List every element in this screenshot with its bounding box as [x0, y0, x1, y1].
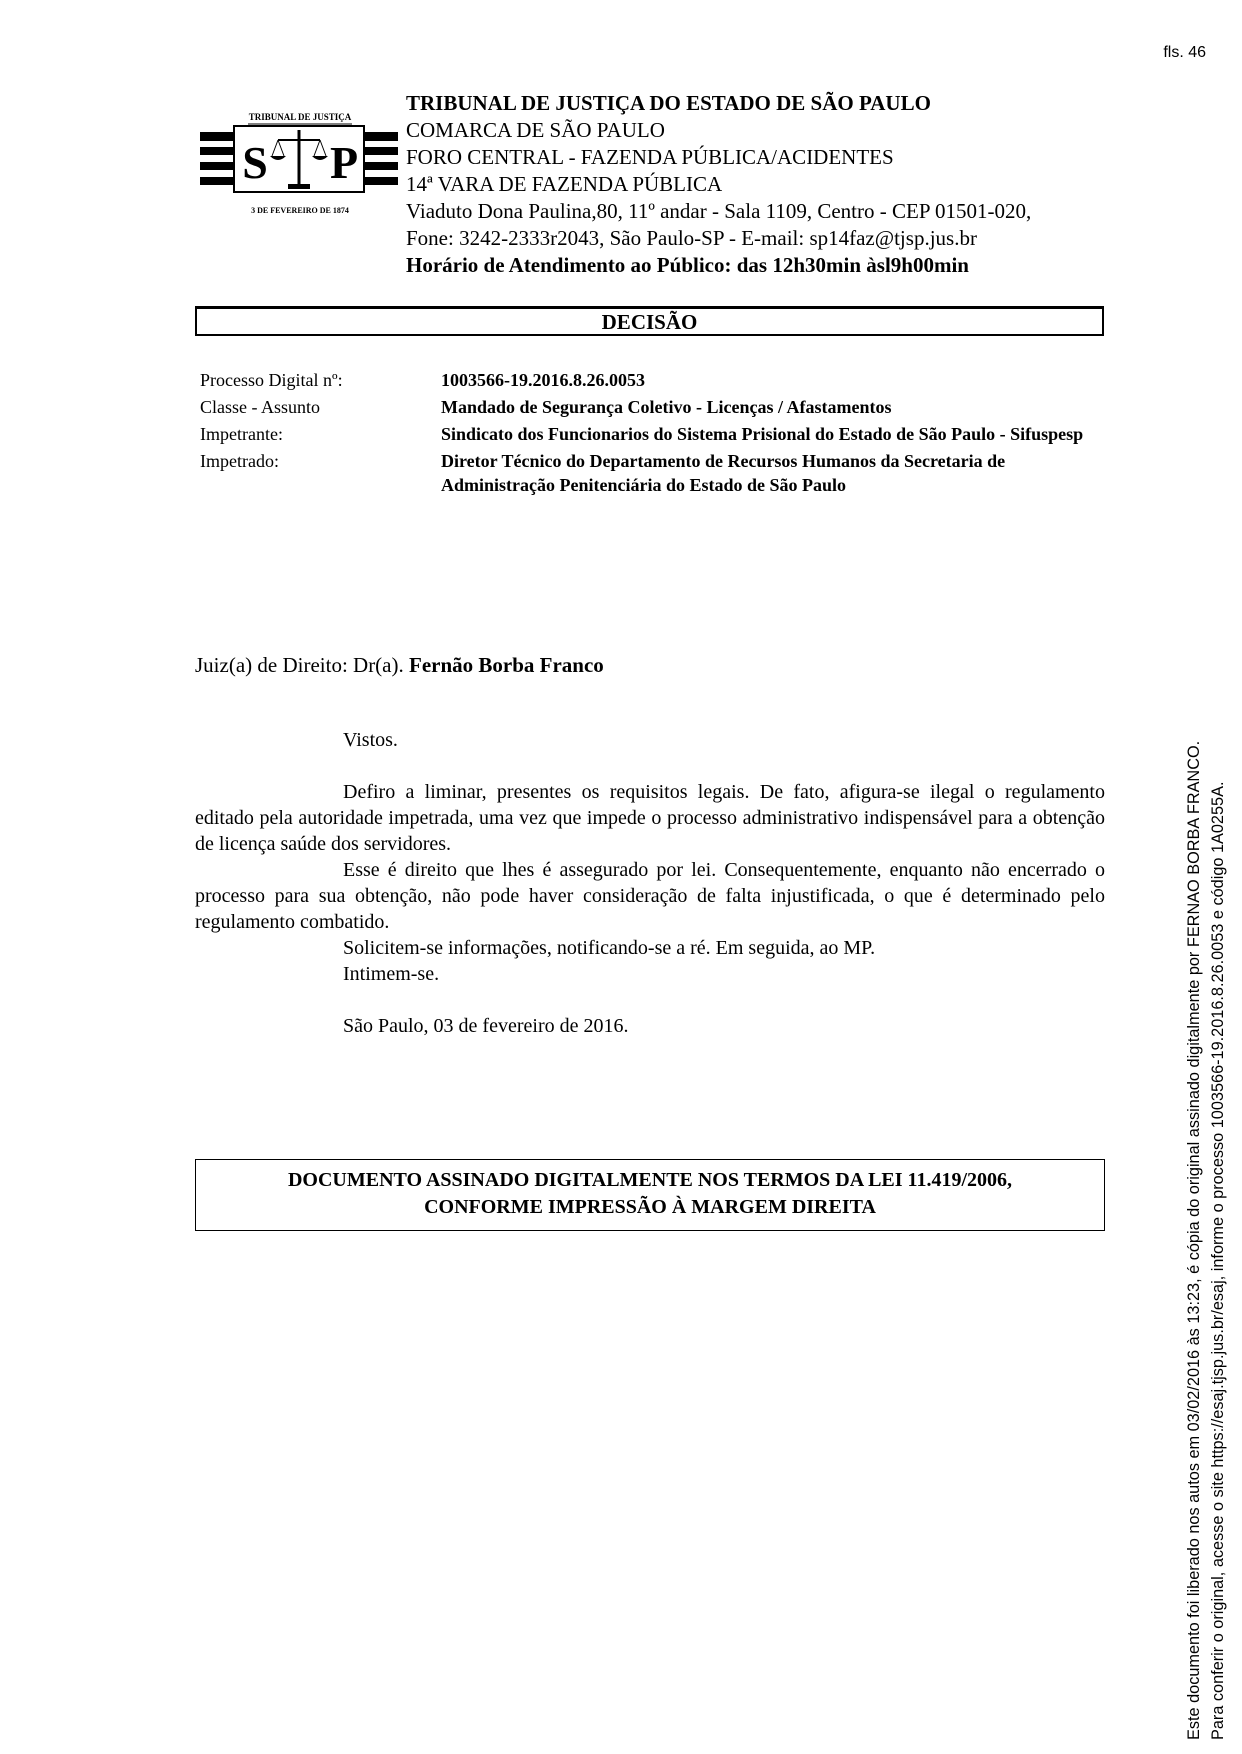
foro: FORO CENTRAL - FAZENDA PÚBLICA/ACIDENTES [406, 145, 894, 169]
signature-notice-line2: CONFORME IMPRESSÃO À MARGEM DIREITA [424, 1196, 876, 1218]
tjsp-seal-icon [200, 76, 398, 220]
decision-body [195, 727, 1105, 1039]
court-contact: Fone: 3242-2333r2043, São Paulo-SP - E-mail: sp14faz@tjsp.jus.br [406, 226, 977, 250]
margin-line-1: Este documento foi liberado nos autos em 03/02/2016 às 13:23, é cópia do original assinado digitalmente por FERNAO BORBA FRANCO. [1185, 740, 1203, 1740]
paragraph-1: Defiro a liminar, presentes os requisitos legais. De fato, afigura-se ilegal o regulamento editado pela autoridade impetrada, uma vez que impede o processo administrativo indispensável para a obtenção de licença saúde dos servidores. [195, 781, 1105, 855]
page-number: fls. 46 [1163, 44, 1206, 61]
signature-notice [195, 1159, 1105, 1231]
court-address: Viaduto Dona Paulina,80, 11º andar - Sala 1109, Centro - CEP 01501-020, [406, 199, 1032, 223]
judge-name: Fernão Borba Franco [409, 653, 604, 677]
case-info-row [200, 368, 1120, 392]
judge-line [195, 653, 604, 678]
logo-letter-right: P [329, 137, 359, 188]
paragraph-2: Esse é direito que lhes é assegurado por lei. Consequentemente, enquanto não encerrado o processo para sua obtenção, não pode haver consideração de falta injustificada, o que é determinado pelo regulamento combatido. [195, 859, 1105, 933]
case-info-row [200, 422, 1120, 446]
comarca: COMARCA DE SÃO PAULO [406, 118, 665, 142]
office-hours: Horário de Atendimento ao Público: das 12h30min àsl9h00min [406, 253, 969, 277]
place-date: São Paulo, 03 de fevereiro de 2016. [343, 1015, 629, 1037]
impetrado: Diretor Técnico do Departamento de Recursos Humanos da Secretaria de Administração Penitenciária do Estado de São Paulo [441, 451, 1006, 495]
case-info-label: Processo Digital nº: [200, 370, 343, 390]
case-info-row [200, 395, 1120, 419]
case-info-row [200, 449, 1120, 497]
signature-notice-line1: DOCUMENTO ASSINADO DIGITALMENTE NOS TERMOS DA LEI 11.419/2006, [287, 1169, 1013, 1191]
case-info-label: Impetrado: [200, 451, 279, 471]
greeting: Vistos. [343, 729, 398, 751]
case-info-label: Impetrante: [200, 424, 283, 444]
document-title: DECISÃO [195, 306, 1104, 336]
logo-top-text: TRIBUNAL DE JUSTIÇA [248, 112, 352, 122]
paragraph-4: Intimem-se. [343, 963, 440, 985]
judge-prefix: Juiz(a) de Direito: Dr(a). [195, 653, 404, 677]
impetrante: Sindicato dos Funcionarios do Sistema Prisional do Estado de São Paulo - Sifuspesp [441, 424, 1084, 444]
case-info [200, 368, 1120, 500]
logo-bottom-text: 3 DE FEVEREIRO DE 1874 [251, 206, 349, 215]
vara: 14ª VARA DE FAZENDA PÚBLICA [406, 172, 723, 196]
court-header [406, 90, 1126, 279]
case-number: 1003566-19.2016.8.26.0053 [441, 370, 645, 390]
paragraph-3: Solicitem-se informações, notificando-se a ré. Em seguida, ao MP. [343, 937, 876, 959]
margin-line-2: Para conferir o original, acesse o site https://esaj.tjsp.jus.br/esaj, informe o processo 1003566-19.2016.8.26.0053 e código 1A0255A. [1209, 781, 1227, 1740]
case-info-label: Classe - Assunto [200, 397, 321, 417]
logo-letter-left: S [242, 137, 268, 188]
digital-signature-margin [1182, 590, 1230, 1740]
case-class: Mandado de Segurança Coletivo - Licenças / Afastamentos [441, 397, 892, 417]
court-name: TRIBUNAL DE JUSTIÇA DO ESTADO DE SÃO PAULO [406, 91, 931, 115]
